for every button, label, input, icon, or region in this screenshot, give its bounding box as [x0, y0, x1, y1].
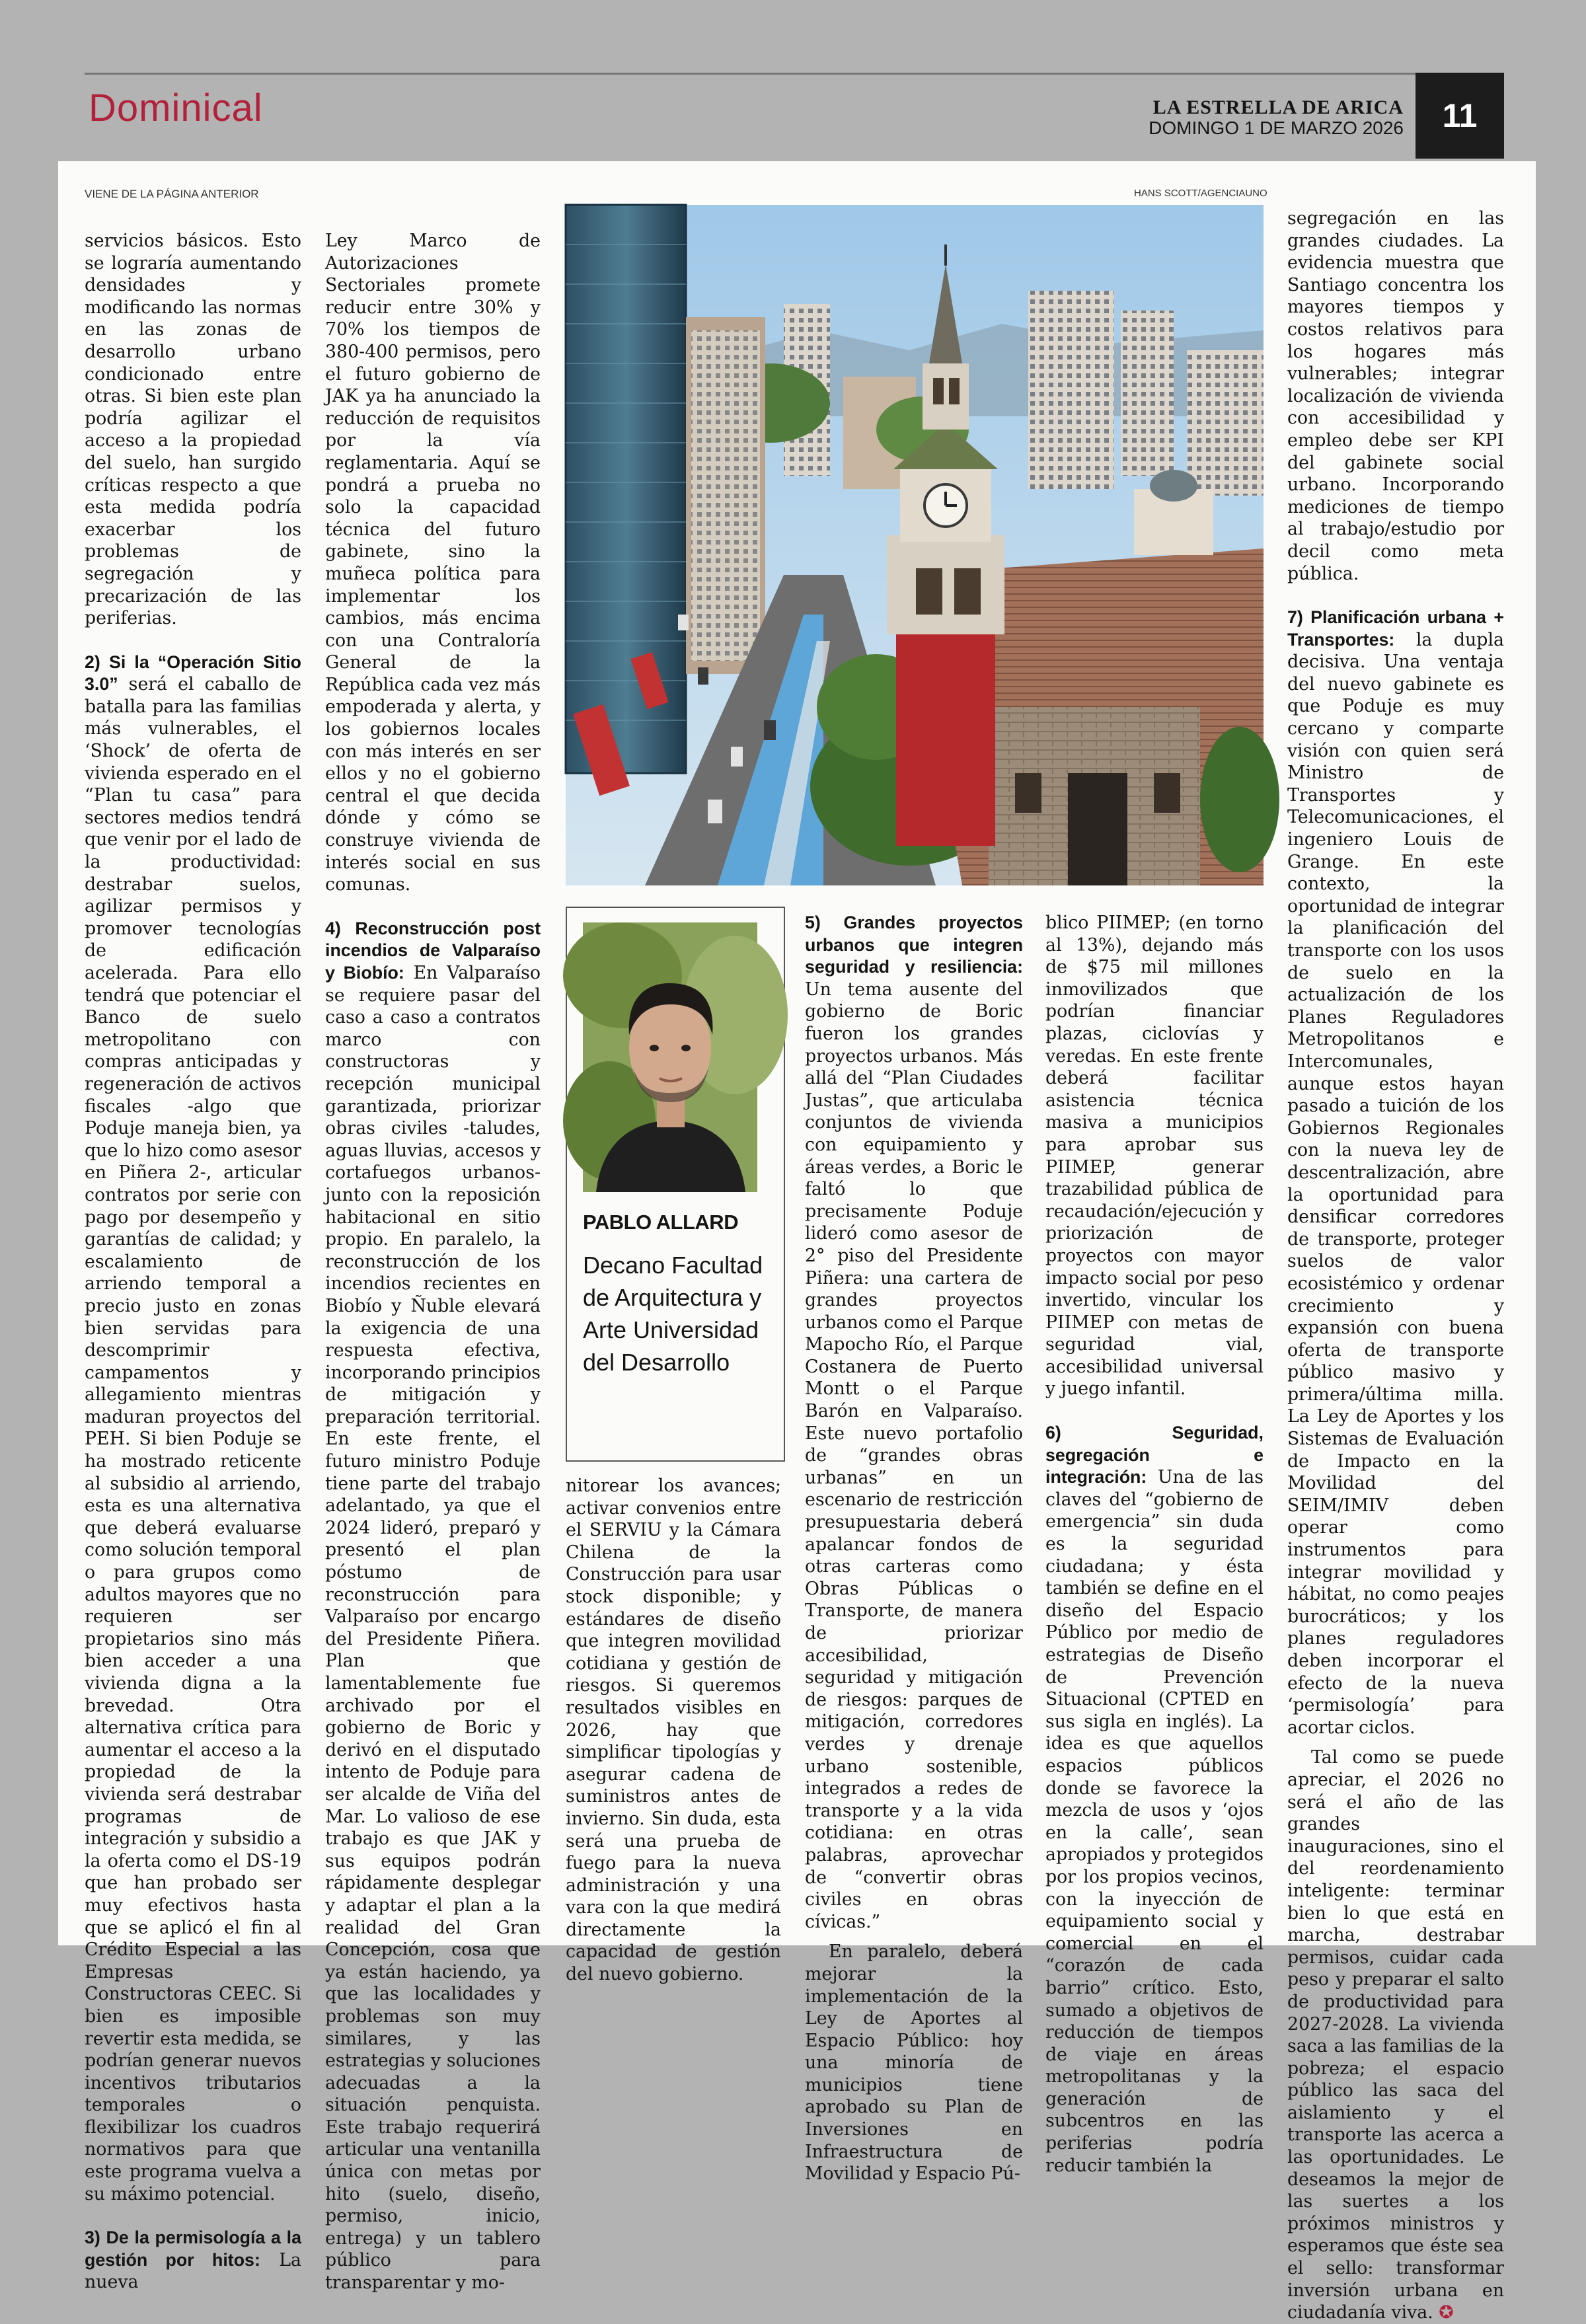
paragraph: Ley Marco de Autorizaciones Sectoriales promete reducir entre 30% y 70% los tiempos de 380-400 permisos, pero el futuro gobierno de JAK ya ha anunciado la reducción de requisitos por la vía reglamentaria. Aquí se pondrá a prueba no solo la capacidad técnica del futuro gabinete, sino la muñeca política para implementar los cambios, más encima con una Contraloría General de la República cada vez más empoderada y alerta, y los gobiernos locales con más interés en ser ellos y no el gobierno central el que decida dónde y cómo se construye vivienda de interés social en sus comunas.: [325, 231, 541, 895]
continued-kicker: VIENE DE LA PÁGINA ANTERIOR: [85, 188, 259, 200]
paragraph: [1045, 1422, 1264, 2177]
paragraph-text: Tal como se puede apreciar, el 2026 no será el año de las grandes inauguraciones, sino el del reordenamiento inteligente: terminar bien lo que está en marcha, destrabar permisos, cuidar cada peso y preparar el salto de productividad para 2027-2028. La vivienda saca a las familias de la pobreza; el espacio público las saca del aislamiento y el transporte las acerca a las oportunidades. Le deseamos la mejor de las suertes a los próximos ministros y esperamos que éste sea el sello: transformar inversión urbana en ciudadanía viva.: [1287, 1747, 1504, 2323]
paragraph: blico PIIMEP; (en torno al 13%), dejando más de $75 mil millones inmovilizados que podrían financiar plazas, ciclovías y veredas. En este frente deberá facilitar asistencia técnica masiva a municipios para aprobar sus PIIMEP, generar trazabilidad pública de recaudación/ejecución y priorización de proyectos con mayor impacto social por peso invertido, vincular los PIIMEP con metas de seguridad vial, accesibilidad universal y juego infantil.: [1045, 913, 1264, 1400]
paragraph-text: En Valparaíso se requiere pasar del caso a caso a contratos marco con constructoras y recepción municipal garantizada, priorizar obras civiles -taludes, aguas lluvias, accesos y cortafuegos urbanos- junto con la reposición habitacional en sitio propio. En paralelo, la reconstrucción de los incendios recientes en Biobío y Ñuble elevará la exigencia de una respuesta efectiva, incorporando principios de mitigación y preparación territorial. En este frente, el futuro ministro Poduje tiene parte del trabajo adelantado, ya que el 2024 lideró, preparó y presentó el plan póstumo de reconstrucción para Valparaíso por encargo del Presidente Piñera. Plan que lamentablemente fue archivado por el gobierno de Boric y derivó en el disputado intento de Poduje para ser alcalde de Viña del Mar. Lo valioso de ese trabajo es que JAK y sus equipos podrán rápidamente desplegar y adaptar el plan a la realidad del Gran Concepción, cosa que ya están haciendo, ya que las localidades y problemas son muy similares, y las estrategias y soluciones adecuadas a la situación penquista. Este trabajo requerirá articular una ventanilla única con metas por hito (suelo, diseño, permiso, inicio, entrega) y un tablero público para transparentar y mo-: [325, 963, 541, 2294]
subhead: 3) De la permisología a la gestión por hitos:: [85, 2228, 301, 2270]
newspaper-name: LA ESTRELLA DE ARICA: [1152, 96, 1404, 118]
paragraph-text: La nueva: [85, 2249, 301, 2293]
end-mark-icon: ✪: [1439, 2302, 1454, 2323]
paragraph: [1287, 1746, 1504, 2323]
paragraph: En paralelo, deberá mejorar la implementación de la Ley de Aportes al Espacio Público: hoy una minoría de municipios tiene aprobado su Plan de Inversiones en Infraestructura de Movilidad y Espacio Pú-: [805, 1941, 1023, 2185]
paragraph: [85, 2227, 301, 2294]
article-column-5: [1045, 912, 1264, 2176]
subhead: 6) Seguridad, segregación e integración:: [1045, 1423, 1264, 1487]
paragraph: servicios básicos. Esto se lograría aumentando densidades y modificando las normas en las zonas de desarrollo urbano condicionado entre otras. Si bien este plan podría agilizar el acceso a la propiedad del suelo, han surgido críticas respecto a que esta medida podría exacerbar los problemas de segregación y precarización de las periferias.: [85, 231, 301, 629]
city-photo: [566, 205, 1264, 885]
paragraph: [805, 912, 1023, 1933]
paragraph-text: será el caballo de batalla para las familias más vulnerables, el ‘Shock’ de oferta de vivienda esperado en el “Plan tu casa” para sectores medios tendrá que venir por el lado de la productividad: destrabar suelos, agilizar permisos y promover tecnologías de edificación acelerada. Para ello tendrá que potenciar el Banco de suelo metropolitano con compras anticipadas y regeneración de activos fiscales -algo que Poduje maneja bien, ya que lo hizo como asesor en Piñera 2-, articular contratos por serie con pago por desempeño y garantías de calidad; y escalamiento de arriendo temporal a precio justo en zonas bien servidas para descomprimir campamentos y allegamiento mientras maduran proyectos del PEH. Si bien Poduje se ha mostrado reticente al subsidio al arriendo, esta es una alternativa que deberá evaluarse como solución temporal o para grupos como adultos mayores que no requieren ser propietarios sino más bien acceder a una vivienda digna a la brevedad. Otra alternativa crítica para aumentar el acceso a la propiedad de la vivienda será destrabar programas de integración y subsidio a la oferta como el DS-19 que han probado ser muy efectivos hasta que se aplicó el fin al Crédito Especial a las Empresas Constructoras CEEC. Si bien es imposible revertir esta medida, se podrían generar nuevos incentivos tributarios temporales o flexibilizar los cuadros normativos para que este programa vuelva a su máximo potencial.: [85, 674, 301, 2204]
article-column-4: [805, 912, 1023, 2185]
article-column-2: [325, 230, 541, 2294]
paragraph-text: Una de las claves del “gobierno de emergencia” sin duda es la seguridad ciudadana; y ésta también se define en el diseño del Espacio Público por medio de estrategias de Diseño de Prevención Situacional (CPTED en sus sigla en inglés). La idea es que aquellos espacios públicos donde se favorece la mezcla de usos y ‘ojos en la calle’, sean apropiados y protegidos por los propios vecinos, con la inyección de equipamiento social y comercial en el “corazón de cada barrio” crítico. Esto, sumado a objetivos de reducción de tiempos de viaje en áreas metropolitanas y la generación de subcentros en las periferias podría reducir también la: [1045, 1467, 1264, 2176]
paragraph: segregación en las grandes ciudades. La evidencia muestra que Santiago concentra los mayores tiempos y costos relativos para los hogares más vulnerables; integrar localización de vivienda con accesibilidad y empleo debe ser KPI del gabinete social urbano. Incorporando mediciones de tiempo al trabajo/estudio por decil como meta pública.: [1287, 208, 1504, 584]
author-role: Decano Facultad de Arquitectura y Arte Universidad del Desarrollo: [583, 1252, 763, 1376]
paragraph: nitorear los avances; activar convenios entre el SERVIU y la Cámara Chilena de la Construcción para usar stock disponible; y estándares de diseño que integren movilidad cotidiana y gestión de riesgos. Si queremos resultados visibles en 2026, hay que simplificar tipologías y asegurar cadena de suministros antes de invierno. Sin duda, esta será una prueba de fuego para la nueva administración y una vara con la que medirá directamente la capacidad de gestión del nuevo gobierno.: [566, 1476, 781, 1985]
paragraph: [325, 918, 541, 2294]
paragraph-text: Un tema ausente del gobierno de Boric fueron los grandes proyectos urbanos. Más allá del “Plan Ciudades Justas”, que articulaba conjuntos de vivienda con equipamiento y áreas verdes, a Boric le faltó lo que precisamente Poduje lideró como asesor de 2° piso del Presidente Piñera: una cartera de grandes proyectos urbanos como el Parque Mapocho Río, el Parque Costanera de Puerto Montt o el Parque Barón en Valparaíso. Este nuevo portafolio de “grandes obras urbanas” en un escenario de restricción presupuestaria deberá apalancar fondos de otras carteras como Obras Públicas o Transporte, de manera de priorizar accesibilidad, seguridad y mitigación de riesgos: parques de mitigación, corredores verdes y drenaje urbano sostenible, integrados a redes de transporte y a la vida cotidiana: en otras palabras, aprovechar de “convertir obras civiles en obras cívicas.”: [805, 979, 1023, 1932]
subhead: 7) Planificación urbana + Transportes:: [1287, 607, 1504, 650]
subhead: 4) Reconstrucción post incendios de Valparaíso y Biobío:: [325, 918, 541, 983]
paragraph: [1287, 607, 1504, 1739]
section-title: Dominical: [89, 87, 263, 130]
article-column-6: [1287, 207, 1504, 2323]
article-column-1: [85, 230, 301, 2293]
article-column-3: [566, 1475, 781, 1985]
paragraph: [85, 652, 301, 2206]
paragraph-text: la dupla decisiva. Una ventaja del nuevo gabinete es que Poduje es muy cercano y comparte visión con quien será Ministro de Transportes y Telecomunicaciones, el ingeniero Louis de Grange. En este contexto, la oportunidad de integrar la planificación del transporte con los usos de suelo en la actualización de los Planes Reguladores Metropolitanos e Intercomunales, aunque estos hayan pasado a tuición de los Gobiernos Regionales con la nueva ley de descentralización, abre la oportunidad para densificar corredores de transporte, proteger suelos de valor ecosistémico y ordenar crecimiento y expansión con buena oferta de transporte público masivo y primera/última milla. La Ley de Aportes y los Sistemas de Evaluación de Impacto en la Movilidad del SEIM/IMIV deben operar como instrumentos para integrar movilidad y hábitat, no como peajes burocráticos; y los planes reguladores deben incorporar el efecto de la nueva ‘permisología’ para acortar ciclos.: [1287, 629, 1504, 1738]
photo-credit: HANS SCOTT/AGENCIAUNO: [1134, 188, 1267, 199]
author-portrait: [583, 922, 757, 1192]
page-number: 11: [1416, 73, 1504, 159]
subhead: 5) Grandes proyectos urbanos que integren seguridad y resiliencia:: [805, 913, 1023, 977]
author-name: PABLO ALLARD: [583, 1211, 739, 1234]
header-rule: [85, 73, 1503, 75]
issue-date: DOMINGO 1 DE MARZO 2026: [1149, 118, 1404, 138]
subhead: 2) Si la “Operación Sitio 3.0”: [85, 652, 301, 694]
author-box: [566, 907, 785, 1462]
